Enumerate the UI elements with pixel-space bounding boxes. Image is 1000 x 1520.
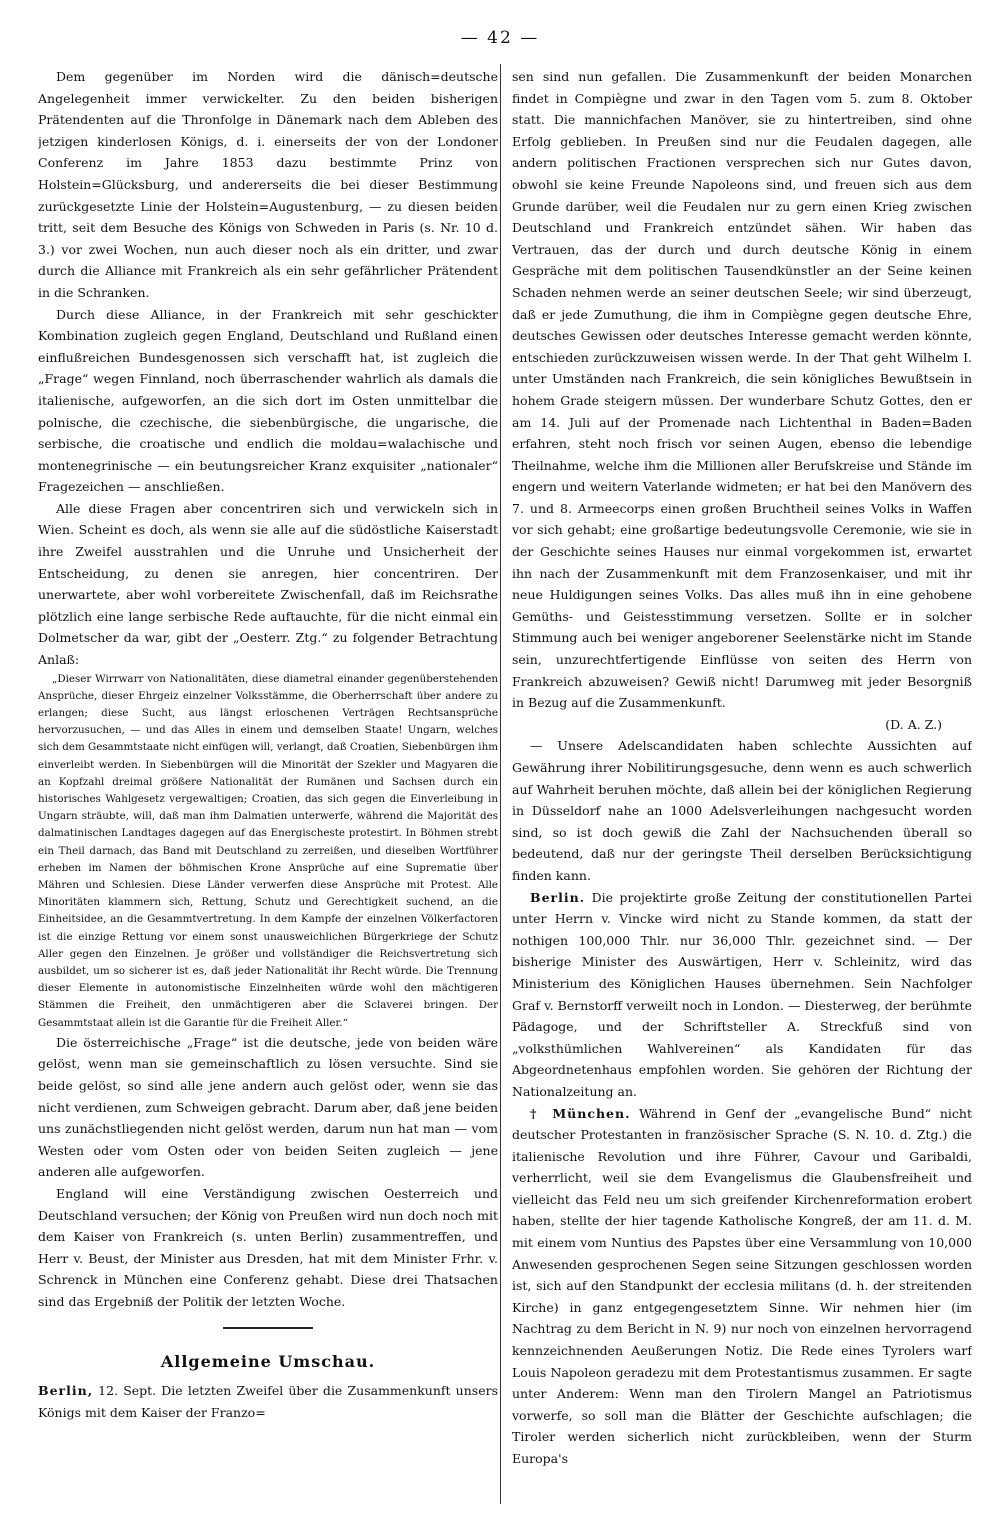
paragraph-england: England will eine Verständigung zwischen Oesterreich und Deutschland versuchen; der König von Preußen wird nun doch noch mit dem Kaiser von Frankreich (s. unten Berlin) zusammentreffen, und Herr v. Beust, der Minister aus Dresden, hat mit dem Minister Frhr. v. Schrenck in München eine Conferenz gehabt. Diese drei Thatsachen sind das Ergebniß der Politik der letzten Woche. bbox=[38, 1186, 498, 1310]
paragraph-berlin-report bbox=[38, 1380, 498, 1423]
section-divider bbox=[223, 1327, 313, 1329]
dateline-place: Berlin, bbox=[38, 1383, 94, 1399]
left-column bbox=[38, 66, 498, 1506]
paragraph-muenchen bbox=[512, 1103, 972, 1470]
column-divider bbox=[500, 64, 501, 1504]
paragraph-berlin-zeitung-text: Die projektirte große Zeitung der constitutionellen Partei unter Herrn v. Vincke wird nicht zu Stande kommen, da statt der nothigen 100,000 Thlr. nur 36,000 Thlr. gezeichnet sind. — Der bisherige Minister des Auswärtigen, Herr v. Schleinitz, wird das Ministerium des Königlichen Hauses übernehmen. Sein Nachfolger Graf v. Bernstorff verweilt noch in London. — Diesterweg, der berühmte Pädagoge, und der Schriftsteller A. Streckfuß sind von „volksthümlichen Wahlvereinen“ als Kandidaten für das Abgeordnetenhaus empfohlen worden. Sie gehören der Richtung der Nationalzeitung an. bbox=[512, 889, 972, 1099]
paragraph-danish-question: Dem gegenüber im Norden wird die dänisch=deutsche Angelegenheit immer verwickelter. Zu den beiden bisherigen Prätendenten auf die Thronfolge in Dänemark nach dem Ableben des jetzigen kinderlosen Königs, d. i. einerseits der von der Londoner Conferenz im Jahre 1853 dazu bestimmte Prinz von Holstein=Glücksburg, und andererseits die bei dieser Bestimmung zurückgesetzte Linie der Holstein=Augustenburg, — zu diesen beiden tritt, seit dem Besuche des Königs von Schweden in Paris (s. Nr. 10 d. 3.) vor zwei Wochen, nun auch dieser noch als ein dritter, und zwar durch die Alliance mit Frankreich als ein sehr gefährlicher Prätendent in die Schranken. bbox=[38, 69, 498, 300]
paragraph-berlin-text: 12. Sept. Die letzten Zweifel über die Zusammenkunft unsers Königs mit dem Kaiser der Franzo= bbox=[38, 1383, 498, 1420]
paragraph-austrian-question: Die österreichische „Frage“ ist die deutsche, jede von beiden wäre gelöst, wenn man sie gemeinschaftlich zu lösen versuchte. Sind sie beide gelöst, so sind alle jene andern auch gelöst oder, wenn sie das nicht verdienen, zum Schweigen gebracht. Darum aber, daß jene beiden uns zunächstliegenden nicht gelöst werden, darum nun hat man — vom Westen oder vom Osten oder von beiden Seiten zugleich — jene anderen alle aufgeworfen. bbox=[38, 1034, 498, 1180]
paragraph-berlin-zeitung bbox=[512, 887, 972, 1103]
quotation-text: „Dieser Wirrwarr von Nationalitäten, diese diametral einander gegenüberstehenden Ansprüche, dieser Ehrgeiz einzelner Volksstämme, die Oberherrschaft über andere zu erlangen; diese Sucht, aus längst erloschenen Verträgen Rechtsansprüche hervorzusuchen, — und das Alles in einem und demselben Staate! Ungarn, welches sich dem Gesammtstaate nicht einfügen will, verlangt, daß Croatien, Siebenbürgen ihm einverleibt werden. In Siebenbürgen will die Minorität der Szekler und Magyaren die an Kopfzahl dreimal größere Nationalität der Rumänen und Sachsen durch ein historisches Wahlgesetz vergewaltigen; Croatien, das sich gegen die Einverleibung in Ungarn sträubte, will, daß man ihm Dalmatien unterwerfe, während die Majorität des dalmatinischen Landtages dagegen auf das Energischeste protestirt. In Böhmen strebt ein Theil darnach, das Band mit Deutschland zu zerreißen, und dieselben Wortführer erheben im Namen der böhmischen Krone Ansprüche auf eine Suprematie über Mähren und Schlesien. Diese Länder verwerfen diese Ansprüche mit Protest. Alle Minoritäten klammern sich, Rettung, Schutz und Gerechtigkeit suchend, an die Einheitsidee, an die Gesammtvertretung. In dem Kampfe der einzelnen Völkerfactoren ist die einzige Rettung vor einem sonst unausweichlichen Bürgerkriege der Schutz Aller gegen den Einzelnen. Je größer und vollständiger die Reichsvertretung sich ausbildet, um so sicherer ist es, daß jeder Nationalität ihr Recht würde. Die Trennung dieser Elemente in autonomistische Einzelnheiten würde wohl den mächtigeren Stämmen die Freiheit, den unmächtigeren aber die Sclaverei bringen. Der Gesammtstaat allein ist die Garantie für die Freiheit Aller.“ bbox=[38, 672, 498, 1029]
page-number: — 42 — bbox=[460, 28, 540, 48]
quotation-block bbox=[38, 671, 498, 1032]
paragraph-vienna: Alle diese Fragen aber concentriren sich und verwickeln sich in Wien. Scheint es doch, als wenn sie alle auf die südöstliche Kaiserstadt ihre Zweifel ausstrahlen und die Unruhe und Unsicherheit der Entscheidung, zu denen sie anregen, hier concentriren. Der unerwartete, aber wohl vorbereitete Zwischenfall, daß im Reichsrathe plötzlich eine lange serbische Rede auftauchte, für die nicht einmal ein Dolmetscher da war, gibt der „Oesterr. Ztg.“ zu folgender Betrachtung Anlaß: bbox=[38, 500, 498, 668]
paragraph-continuation: sen sind nun gefallen. Die Zusammenkunft der beiden Monarchen findet in Compiègne und zwar in den Tagen vom 5. zum 8. Oktober statt. Die mannichfachen Manöver, sie zu hintertreiben, sind ohne Erfolg geblieben. In Preußen sind nur die Feudalen dagegen, alle andern politischen Fractionen versprechen sich nur Gutes davon, obwohl sie keine Freunde Napoleons sind, und freuen sich aus dem Grunde darüber, weil die Feudalen nur zu gern einen Krieg zwischen Deutschland und Frankreich entzündet sähen. Wir haben das Vertrauen, das der durch und durch deutsche König in einem Gespräche mit dem politischen Tausendkünstler an der Seine keinen Schaden nehmen werde an seiner deutschen Seele; wir sind überzeugt, daß er jede Zumuthung, die ihm in Compiègne gegen deutsche Ehre, deutsches Gewissen oder deutsches Interesse gemacht werden könnte, entschieden zurückzuweisen wissen werde. In der That geht Wilhelm I. unter Umständen nach Frankreich, die sein königliches Bewußtsein in hohem Grade steigern müssen. Der wunderbare Schutz Gottes, den er am 14. Juli auf der Promenade nach Lichtenthal in Baden=Baden erfahren, steht noch frisch vor seinen Augen, ebenso die lebendige Theilnahme, welche ihm die Millionen aller Berufskreise und Stände im engern und weitern Vaterlande widmeten; er hat bei den Manövern des 7. und 8. Armeecorps einen großen Bruchtheil seines Volks in Waffen vor sich gehabt; eine großartige bedeutungsvolle Ceremonie, wie sie in der Geschichte seines Hauses nur einmal vorgekommen ist, erwartet ihn nach der Zusammenkunft mit dem Franzosenkaiser, und mit ihr neue Huldigungen seines Volks. Das alles muß ihn in eine gehobene Gemüths- und Geistesstimmung versetzen. Sollte er in solcher Stimmung auch bei weniger angeborener Seelenstärke nicht im Stande sein, unzurechtfertigende Einflüsse von seiten des Herrn von Frankreich abzuweisen? Gewiß nicht! Darumweg mit jeder Besorgniß in Bezug auf die Zusammenkunft. bbox=[512, 69, 972, 711]
dateline-place: † München. bbox=[530, 1105, 631, 1121]
paragraph-adelscandidaten: — Unsere Adelscandidaten haben schlechte Aussichten auf Gewährung ihrer Nobilitirungsgesuche, denn wenn es auch schwerlich auf Wahrheit beruhen möchte, daß allein bei der königlichen Regierung in Düsseldorf nahe an 1000 Adelsverleihungen nachgesucht worden sind, so ist doch gewiß die Zahl der Nachsuchenden überall so bedeutend, daß nur der geringste Theil derselben Berücksichtigung finden kann. bbox=[512, 738, 972, 883]
paragraph-muenchen-text: Während in Genf der „evangelische Bund“ nicht deutscher Protestanten in französischer Sprache (S. N. 10. d. Ztg.) die italienische Revolution und ihre Führer, Cavour und Garibaldi, verherrlicht, weil sie dem Evangelismus die Glaubensfreiheit und vielleicht das Feld neu um sich greifender Kirchenreformation erobert haben, stellte der hier tagende Katholische Kongreß, der am 11. d. M. mit einem vom Nuntius des Papstes über eine Versammlung von 10,000 Anwesenden gesprochenen Segen seine Sitzungen geschlossen worden ist, sich auf den Standpunkt der ecclesia militans (d. h. der streitenden Kirche) in ganz entgegengesetztem Sinne. Wir nehmen hier (im Nachtrag zu dem Bericht in N. 9) nur noch von einzelnen hervorragend kennzeichnenden Aeußerungen Notiz. Die Rede eines Tyrolers warf Louis Napoleon geradezu mit dem Protestantismus zusammen. Er sagte unter Anderem: Wenn man den Tirolern Mangel an Patriotismus vorwerfe, so soll man die Blätter der Geschichte aufschlagen; die Tiroler werden sicherlich nicht zurückbleiben, wenn der Sturm Europa's bbox=[512, 1105, 972, 1466]
right-column bbox=[512, 66, 972, 1506]
section-heading: Allgemeine Umschau. bbox=[160, 1351, 376, 1371]
dateline-place: Berlin. bbox=[530, 889, 586, 905]
paragraph-alliance: Durch diese Alliance, in der Frankreich mit sehr geschickter Kombination zugleich gegen England, Deutschland und Rußland einen einflußreichen Bundesgenossen sich verschafft hat, ist zugleich die „Frage“ wegen Finnland, noch überraschender wahrlich als damals die italienische, aufgeworfen, an die sich dort im Osten unmittelbar die polnische, die czechische, die siebenbürgische, die ungarische, die serbische, die croatische und endlich die moldau=walachische und montenegrinische — ein beutungsreicher Kranz exquisiter „nationaler“ Fragezeichen — anschließen. bbox=[38, 306, 498, 495]
source-citation: (D. A. Z.) bbox=[885, 716, 942, 732]
